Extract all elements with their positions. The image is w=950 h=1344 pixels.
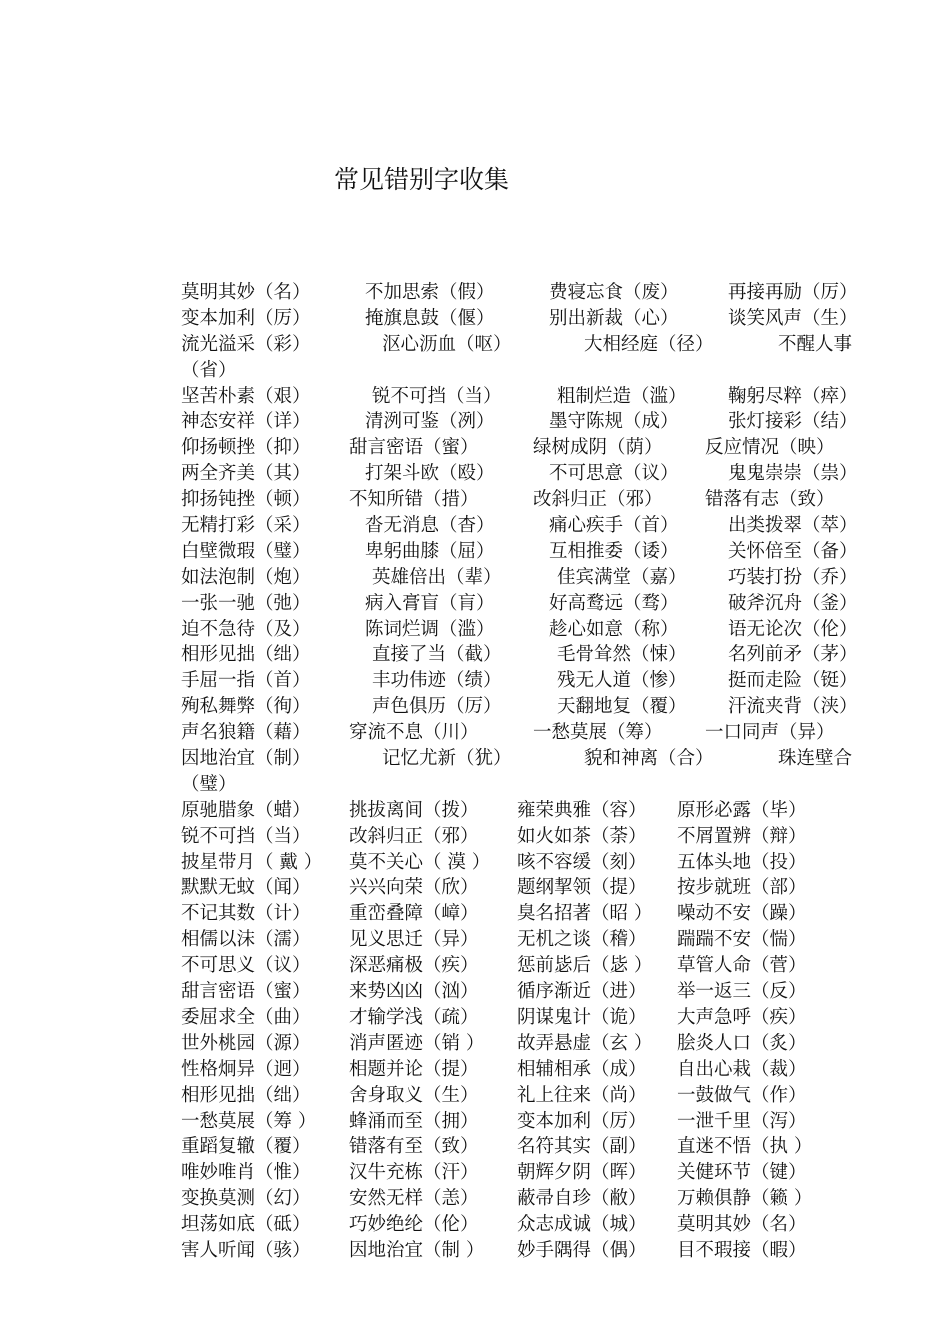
idiom-entry: 题纲挈领（提） — [517, 877, 647, 899]
idiom-row — [0, 694, 950, 720]
idiom-entry: 关怀倍至（备） — [728, 540, 858, 562]
idiom-entry: 委屈求全（曲） — [181, 1006, 311, 1028]
idiom-entry: 白壁微瑕（璧） — [181, 540, 311, 562]
idiom-entry: 按步就班（部） — [677, 877, 807, 899]
idiom-entry: 错落有志（致） — [705, 489, 835, 511]
idiom-entry: 改斜归正（邪） — [533, 489, 663, 511]
idiom-entry: 错落有至（致） — [349, 1136, 479, 1158]
idiom-row — [0, 1057, 950, 1083]
idiom-entry: 珠连壁合 — [778, 748, 853, 770]
idiom-entry: 神态安祥（详） — [181, 411, 311, 433]
idiom-entry: 改斜归正（邪） — [349, 825, 479, 847]
idiom-entry: 众志成诚（城） — [517, 1214, 647, 1236]
idiom-entry: 相题并论（提） — [349, 1058, 479, 1080]
idiom-entry: 坦荡如底（砥） — [181, 1214, 311, 1236]
idiom-entry: 破斧沉舟（釜） — [728, 592, 858, 614]
idiom-row — [0, 280, 950, 306]
idiom-entry: 清洌可鉴（冽） — [365, 411, 495, 433]
idiom-entry: 踹踹不安（惴） — [677, 929, 807, 951]
idiom-entry: 兴兴向荣（欣） — [349, 877, 479, 899]
idiom-entry: 佳宾满堂（嘉） — [557, 566, 687, 588]
idiom-entry: 来势凶凶（汹） — [349, 981, 479, 1003]
idiom-entry: 相儒以沫（濡） — [181, 929, 311, 951]
idiom-row — [0, 332, 950, 358]
idiom-entry: 才输学浅（疏） — [349, 1006, 479, 1028]
idiom-entry: 流光溢采（彩） — [181, 333, 311, 355]
idiom-entry: 名列前矛（茅） — [728, 644, 858, 666]
idiom-row — [0, 1238, 950, 1264]
idiom-row — [0, 461, 950, 487]
idiom-row — [0, 358, 950, 384]
idiom-row — [0, 1212, 950, 1238]
idiom-row — [0, 772, 950, 798]
idiom-row — [0, 539, 950, 565]
idiom-row — [0, 487, 950, 513]
idiom-entry: 变本加利（厉） — [517, 1110, 647, 1132]
idiom-entry: 出类拨翠（萃） — [728, 515, 858, 537]
idiom-entry: 一口同声（异） — [705, 722, 835, 744]
idiom-row — [0, 617, 950, 643]
idiom-entry: 粗制烂造（滥） — [557, 385, 687, 407]
idiom-row — [0, 720, 950, 746]
idiom-row — [0, 1186, 950, 1212]
idiom-entry: 英雄倍出（辈） — [372, 566, 502, 588]
idiom-entry: 不屑置辨（辩） — [677, 825, 807, 847]
idiom-entry: 趁心如意（称） — [549, 618, 679, 640]
idiom-row — [0, 513, 950, 539]
idiom-entry: 故弄悬虚（玄 ） — [517, 1032, 653, 1054]
idiom-entry: 相辅相承（成） — [517, 1058, 647, 1080]
idiom-entry: 掩旗息鼓（偃） — [365, 307, 495, 329]
idiom-row — [0, 409, 950, 435]
idiom-row — [0, 565, 950, 591]
idiom-entry: 臭名招著（昭 ） — [517, 903, 653, 925]
idiom-entry: 声色俱历（厉） — [372, 696, 502, 718]
idiom-entry: 语无论次（伦） — [728, 618, 858, 640]
idiom-row — [0, 668, 950, 694]
idiom-entry: 殉私舞弊（徇） — [181, 696, 311, 718]
idiom-entry: 手屈一指（首） — [181, 670, 311, 692]
idiom-entry: 陈词烂调（滥） — [365, 618, 495, 640]
idiom-entry: 反应情况（映） — [705, 437, 835, 459]
idiom-entry: 莫明其妙（名） — [181, 282, 311, 303]
idiom-entry: 好高鹜远（骛） — [549, 592, 679, 614]
idiom-entry: 穿流不息（川） — [349, 722, 479, 744]
idiom-entry: 世外桃园（源） — [181, 1032, 311, 1054]
idiom-row — [0, 979, 950, 1005]
idiom-table — [0, 280, 950, 1264]
idiom-entry: 费寝忘食（废） — [549, 282, 679, 303]
idiom-entry: 再接再励（厉） — [728, 282, 858, 303]
idiom-entry: 循序渐近（进） — [517, 981, 647, 1003]
idiom-entry: 莫不关心（ 漠 ） — [349, 851, 491, 873]
idiom-entry: 安然无样（恙） — [349, 1188, 479, 1210]
idiom-row — [0, 798, 950, 824]
idiom-row — [0, 435, 950, 461]
idiom-entry: 不可思意（议） — [549, 463, 679, 485]
idiom-entry: 因地治宜（制 ） — [349, 1239, 485, 1261]
idiom-entry: 如法泡制（炮） — [181, 566, 311, 588]
idiom-entry: 蔽帚自珍（敝） — [517, 1188, 647, 1210]
idiom-entry: 鬼鬼崇崇（祟） — [728, 463, 858, 485]
idiom-entry: 汉牛充栋（汗） — [349, 1162, 479, 1184]
idiom-entry: 礼上往来（尚） — [517, 1084, 647, 1106]
idiom-row — [0, 1005, 950, 1031]
idiom-entry: 病入膏盲（肓） — [365, 592, 495, 614]
idiom-entry: 记忆尤新（犹） — [382, 748, 512, 770]
idiom-entry: 迫不急待（及） — [181, 618, 311, 640]
idiom-entry: 锐不可挡（当） — [372, 385, 502, 407]
idiom-entry: 不记其数（计） — [181, 903, 311, 925]
idiom-entry: 名符其实（副） — [517, 1136, 647, 1158]
idiom-entry: 卑躬曲膝（屈） — [365, 540, 495, 562]
idiom-entry: 草管人命（菅） — [677, 955, 807, 977]
idiom-entry: 沓无消息（杳） — [365, 515, 495, 537]
idiom-entry: 毛骨耸然（悚） — [557, 644, 687, 666]
idiom-entry: 声名狼籍（藉） — [181, 722, 311, 744]
idiom-entry: 不醒人事 — [778, 333, 853, 355]
idiom-entry: 不可思义（议） — [181, 955, 311, 977]
idiom-entry: 挺而走险（铤） — [728, 670, 858, 692]
idiom-row — [0, 875, 950, 901]
idiom-row — [0, 1031, 950, 1057]
idiom-entry: 甜言密语（蜜） — [181, 981, 311, 1003]
idiom-entry: 谈笑风声（生） — [728, 307, 858, 329]
idiom-entry: 万赖俱静（籁 ） — [677, 1188, 813, 1210]
idiom-row — [0, 591, 950, 617]
idiom-entry: 深恶痛极（疾） — [349, 955, 479, 977]
idiom-entry: 鞠躬尽粹（瘁） — [728, 385, 858, 407]
idiom-entry: 披星带月（ 戴 ） — [181, 851, 323, 873]
idiom-entry: 一张一驰（弛） — [181, 592, 311, 614]
idiom-row — [0, 642, 950, 668]
idiom-entry: 两全齐美（其） — [181, 463, 311, 485]
idiom-entry: 丰功伟迹（绩） — [372, 670, 502, 692]
idiom-entry: 无机之谈（稽） — [517, 929, 647, 951]
idiom-entry: 直接了当（截） — [372, 644, 502, 666]
idiom-entry: 莫明其妙（名） — [677, 1214, 807, 1236]
idiom-row — [0, 850, 950, 876]
idiom-entry: 不知所错（措） — [349, 489, 479, 511]
idiom-entry: 噪动不安（躁） — [677, 903, 807, 925]
idiom-entry: 举一返三（反） — [677, 981, 807, 1003]
idiom-entry: 咳不容缓（刻） — [517, 851, 647, 873]
idiom-row — [0, 1160, 950, 1186]
idiom-entry: 目不瑕接（暇） — [677, 1239, 807, 1261]
idiom-entry: 因地治宜（制） — [181, 748, 311, 770]
idiom-row — [0, 927, 950, 953]
idiom-row — [0, 1109, 950, 1135]
idiom-entry: 如火如茶（荼） — [517, 825, 647, 847]
idiom-entry: 仰扬顿挫（抑） — [181, 437, 311, 459]
idiom-entry: 大相经庭（径） — [584, 333, 714, 355]
idiom-entry: 无精打彩（采） — [181, 515, 311, 537]
idiom-entry: 一鼓做气（作） — [677, 1084, 807, 1106]
idiom-entry: 直迷不悟（执 ） — [677, 1136, 813, 1158]
idiom-entry: 脍炎人口（炙） — [677, 1032, 807, 1054]
idiom-entry: 一泄千里（泻） — [677, 1110, 807, 1132]
idiom-entry: 害人听闻（骇） — [181, 1239, 311, 1261]
idiom-entry: 锐不可挡（当） — [181, 825, 311, 847]
idiom-entry: 默默无蚊（闻） — [181, 877, 311, 899]
idiom-entry: 妙手隅得（偶） — [517, 1239, 647, 1261]
idiom-entry: 变本加利（厉） — [181, 307, 311, 329]
idiom-entry: 大声急呼（疾） — [677, 1006, 807, 1028]
idiom-entry: 重蹈复辙（覆） — [181, 1136, 311, 1158]
idiom-row — [0, 824, 950, 850]
idiom-entry: 关健环节（键） — [677, 1162, 807, 1184]
idiom-entry: 一愁莫展（筹） — [533, 722, 663, 744]
idiom-entry: （省） — [181, 359, 237, 381]
idiom-row — [0, 1083, 950, 1109]
idiom-entry: 绿树成阴（荫） — [533, 437, 663, 459]
idiom-entry: 重峦叠障（嶂） — [349, 903, 479, 925]
idiom-row — [0, 953, 950, 979]
idiom-entry: 蜂涌而至（拥） — [349, 1110, 479, 1132]
idiom-entry: 痛心疾手（首） — [549, 515, 679, 537]
idiom-entry: 雍荣典雅（容） — [517, 799, 647, 821]
idiom-entry: 相形见拙（绌） — [181, 644, 311, 666]
idiom-entry: 抑扬钝挫（顿） — [181, 489, 311, 511]
idiom-entry: 汗流夹背（浃） — [728, 696, 858, 718]
idiom-entry: 自出心栽（裁） — [677, 1058, 807, 1080]
idiom-entry: 巧妙绝纶（伦） — [349, 1214, 479, 1236]
idiom-entry: 坚苦朴素（艰） — [181, 385, 311, 407]
idiom-entry: 相形见拙（绌） — [181, 1084, 311, 1106]
idiom-row — [0, 306, 950, 332]
idiom-entry: 一愁莫展（筹 ） — [181, 1110, 317, 1132]
idiom-row — [0, 901, 950, 927]
idiom-row — [0, 746, 950, 772]
idiom-entry: 朝辉夕阴（晖） — [517, 1162, 647, 1184]
idiom-entry: 天翻地复（覆） — [557, 696, 687, 718]
idiom-row — [0, 384, 950, 410]
idiom-entry: 惩前毖后（毖 ） — [517, 955, 653, 977]
idiom-row — [0, 1134, 950, 1160]
idiom-entry: 貌和神离（合） — [584, 748, 714, 770]
idiom-entry: 打架斗欧（殴） — [365, 463, 495, 485]
idiom-entry: 原驰腊象（蜡） — [181, 799, 311, 821]
idiom-entry: 张灯接彩（结） — [728, 411, 858, 433]
idiom-entry: 阴谋鬼计（诡） — [517, 1006, 647, 1028]
idiom-entry: 见义思迁（异） — [349, 929, 479, 951]
idiom-entry: 巧装打扮（乔） — [728, 566, 858, 588]
idiom-entry: 舍身取义（生） — [349, 1084, 479, 1106]
idiom-entry: 消声匿迹（销 ） — [349, 1032, 485, 1054]
idiom-entry: 变换莫测（幻） — [181, 1188, 311, 1210]
idiom-entry: 唯妙唯肖（惟） — [181, 1162, 311, 1184]
idiom-entry: 墨守陈规（成） — [549, 411, 679, 433]
idiom-entry: 挑拔离间（拨） — [349, 799, 479, 821]
idiom-entry: 不加思索（假） — [365, 282, 495, 303]
idiom-entry: 原形必露（毕） — [677, 799, 807, 821]
idiom-entry: 性格炯异（迥） — [181, 1058, 311, 1080]
idiom-entry: 互相推委（诿） — [549, 540, 679, 562]
page-title: 常见错别字收集 — [334, 165, 510, 194]
idiom-entry: 别出新裁（心） — [549, 307, 679, 329]
idiom-entry: （璧） — [181, 773, 237, 795]
idiom-entry: 沤心沥血（呕） — [382, 333, 512, 355]
idiom-entry: 残无人道（惨） — [557, 670, 687, 692]
idiom-entry: 五体头地（投） — [677, 851, 807, 873]
idiom-entry: 甜言密语（蜜） — [349, 437, 479, 459]
